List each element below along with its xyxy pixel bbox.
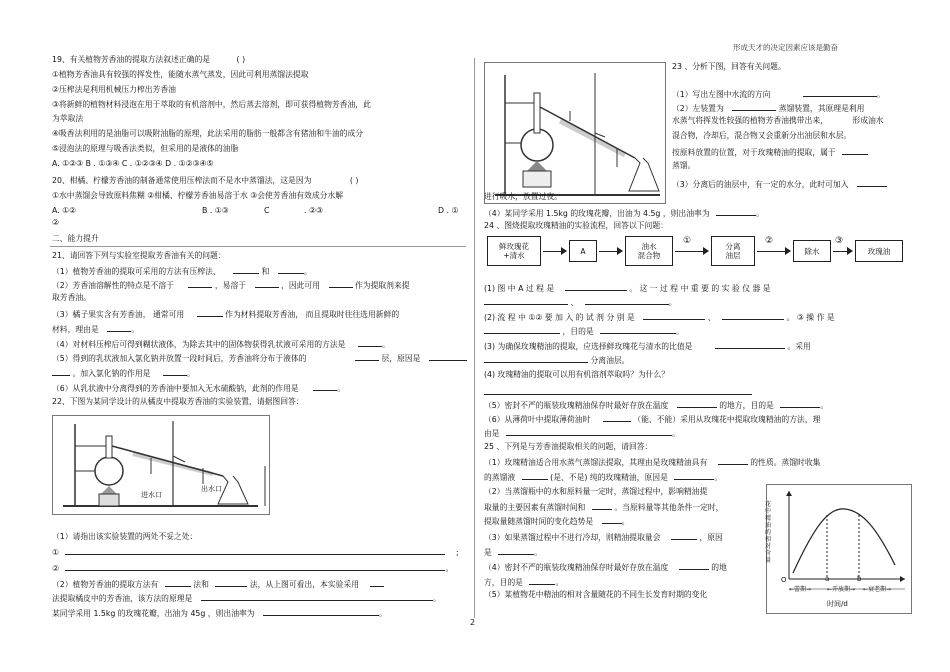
answer-line — [201, 592, 433, 601]
q21-p1b: 和 — [261, 267, 270, 276]
flow-arrow — [599, 251, 621, 252]
q24-p1: (1) 图 中 A 过 程 是 — [484, 284, 555, 293]
steam-distillation-figure — [484, 62, 666, 204]
section-title: 二、能力提升 — [52, 234, 99, 243]
q23-p2c: 水蒸气将挥发性较强的植物芳香油携带出来， — [672, 116, 828, 125]
answer-blank — [329, 279, 353, 288]
q25-p1d: (是、不是) 纯的玫瑰精油，原因是 — [550, 473, 668, 482]
q23-p2f: 按原料放置的位置，对于玫瑰精油的提取，属于 — [672, 148, 836, 157]
q24-p6c: 由是 — [484, 429, 500, 438]
oil-content-graph — [766, 484, 912, 614]
answer-blank — [716, 207, 756, 216]
flow-label-1: ① — [683, 236, 692, 246]
q22-p2c: 法，从上图可看出，本实验采用 — [249, 580, 360, 589]
graph-y-label: 花中精油的相对含量 — [765, 501, 772, 564]
answer-line — [65, 546, 445, 555]
answer-blank — [715, 340, 785, 349]
answer-blank — [370, 578, 384, 587]
q25-p2d: 提取量随蒸馏时间的变化趋势是 — [484, 517, 594, 526]
q24-p2b: 、 — [707, 313, 716, 322]
q25-p1c: 的蒸馏液 — [484, 473, 516, 482]
answer-blank — [278, 265, 304, 274]
q21-p3b: 作为材料提取芳香油， 而且提取时往往选用新鲜的 — [225, 310, 400, 319]
answer-blank — [522, 471, 548, 480]
q21-p5c: 。加入氯化钠的作用是 — [72, 369, 151, 378]
q24-p2: (2) 流 程 中 ①② 要 加 入 的 试 剂 分 别 是 — [484, 313, 635, 322]
q19-stem: 19、有关植物芳香油的提取方法叙述正确的是 — [52, 55, 211, 64]
q21-p2c: ，因此可用 — [281, 281, 321, 290]
graph-x-label: 时间/d — [827, 600, 848, 608]
q20-optD2: ② — [52, 218, 59, 227]
q20-optB: B . ①③ — [202, 206, 229, 215]
answer-blank — [484, 296, 568, 305]
answer-line — [65, 562, 445, 571]
answer-blank — [529, 576, 555, 585]
q25-p1b: 的性质。蒸馏时收集 — [750, 458, 821, 467]
answer-blank — [643, 311, 705, 320]
answer-blank — [165, 578, 191, 587]
q22-p2b: 法和 — [193, 580, 209, 589]
process-flowchart — [487, 234, 907, 269]
answer-blank — [842, 146, 868, 155]
q24-p4: (4) 玫瑰精油的提取可以用有机溶剂萃取吗？为什么？ — [484, 370, 670, 379]
answer-blank — [163, 367, 187, 376]
q20-optD: D . ① — [438, 206, 459, 215]
q25-p2b: 取量的主要因素有蒸馏时间和 — [484, 503, 586, 512]
q25-p3b: ，原因 — [699, 533, 723, 542]
q19-s3b: 为萃取法 — [52, 114, 84, 123]
q23-p1: （1）写出左图中水流的方向 — [672, 90, 771, 99]
q24-stem: 24 、图烧提取玫瑰精油的实验流程，回答以下问题： — [484, 221, 668, 230]
q23-p3b: 进行吸水，放置过夜。 — [484, 192, 562, 201]
q22-stem: 22、下图为某同学设计的从橘皮中提取芳香油的实验装置，请据图回答： — [52, 397, 304, 406]
q25-p3: （3）如果蒸馏过程中不进行冷却，则精油提取量会 — [484, 533, 661, 542]
q21-p2d: 作为提取剂来提 — [355, 281, 410, 290]
q20-optC2: . ②③ — [304, 206, 323, 215]
answer-blank — [585, 296, 669, 305]
graph-stage-bud: ←蕾期→ — [789, 586, 812, 593]
page-number: 2 — [470, 618, 476, 627]
q21-p4: （4）对材料压榨后可得到糊状液体，为除去其中的固体物获得乳状液可采用的方法是 — [52, 340, 346, 349]
q24-p3c: 分离油层。 — [590, 356, 630, 365]
answer-blank — [671, 531, 697, 540]
q19-options: A. ①②③ B . ①③④ C . ①②③④ D . ①②③④⑤ — [52, 159, 214, 168]
flow-arrow — [675, 251, 707, 252]
answer-blank — [722, 311, 784, 320]
graph-mark-a: a — [825, 575, 830, 583]
flow-arrow — [833, 251, 851, 252]
answer-blank — [679, 561, 709, 570]
q24-p2c: 。 ③ 操 作 是 — [786, 313, 835, 322]
answer-blank — [677, 399, 717, 408]
q24-p5b: 的地方，目的是 — [719, 401, 774, 410]
q20-optC: C — [264, 206, 270, 215]
q24-p6b: （能、不能）采用从玫瑰花中提取玫瑰精油的方法，理 — [633, 415, 821, 424]
answer-blank — [313, 382, 337, 391]
flow-arrow — [543, 251, 565, 252]
flow-label-2: ② — [765, 236, 774, 246]
q23-stem: 23 、分析下图，回答有关问题。 — [672, 62, 786, 71]
flow-step-rose-oil: 玫瑰油 — [855, 240, 903, 262]
q24-p1c: 、 — [570, 298, 579, 307]
answer-blank — [602, 515, 622, 524]
q22-p2d: 法提取橘皮中的芳香油，该方法的原理是 — [52, 594, 193, 603]
answer-blank — [718, 456, 748, 465]
q24-p5: （5）密封不严的瓶装玫瑰精油保存时最好存放在温度 — [484, 401, 669, 410]
answer-blank — [188, 279, 212, 288]
flow-label-3: ③ — [835, 236, 844, 246]
q21-p6: （6）从乳状液中分离得到的芳香油中要加入无水硫酸钠，此剂的作用是 — [52, 384, 299, 393]
answer-line — [484, 386, 752, 395]
outlet-label: 出水口 — [201, 485, 222, 493]
answer-blank — [484, 354, 588, 363]
q25-p5: （5）某植物花中精油的相对含量随花的不同生长发育时期的变化 — [484, 590, 708, 599]
answer-blank — [803, 88, 877, 97]
q23-p2e: 混合物，冷却后，混合物又会重新分出油层和水层。 — [672, 131, 852, 140]
q23-p3: （3）分离后的油层中，有一定的水分，此时可加入 — [672, 180, 849, 189]
flow-step-a: A — [569, 240, 597, 262]
q25-p4c: 方，目的是 — [484, 578, 523, 587]
q20-opts1: ①水中蒸馏会导致原料焦糊 ②柑橘、柠檬芳香油易溶于水 ③会使芳香油有效成分水解 — [52, 191, 344, 200]
q21-p2: （2）芳香油溶解性的特点是不溶于 — [52, 281, 174, 290]
q19-paren: ( ) — [236, 55, 246, 64]
answer-blank — [732, 102, 776, 111]
q24-p3b: 。采用 — [787, 342, 811, 351]
q22-p3: 某同学采用 1.5kg 的玫瑰花瓣，出油为 45g ，则出油率为 — [52, 609, 255, 618]
page-header: 形成天才的决定因素应该是勤奋 — [733, 43, 838, 52]
graph-stage-bloom: ←开放期→ — [827, 586, 856, 593]
answer-blank — [52, 367, 70, 376]
q23-p2g: 蒸馏。 — [672, 161, 696, 170]
answer-line — [263, 607, 379, 616]
q23-p2b: 蒸馏装置，其原理是利用 — [778, 104, 865, 113]
q21-p3: （3）橘子果实含有芳香油， 通常可用 — [52, 310, 185, 319]
answer-blank — [355, 352, 379, 361]
answer-line — [506, 427, 672, 436]
steam-apparatus-drawing — [485, 63, 665, 203]
flow-arrow — [757, 251, 789, 252]
flow-step-remove-water: 除水 — [793, 240, 831, 262]
q20-paren: ( ) — [349, 176, 359, 185]
answer-blank — [215, 578, 247, 587]
q22-mark2: ② — [52, 564, 59, 573]
distillation-apparatus-figure — [52, 415, 270, 515]
answer-blank — [255, 279, 279, 288]
answer-blank — [565, 282, 627, 291]
q23-p2d: 形成油水 — [852, 116, 884, 125]
q22-mark1: ① — [52, 548, 59, 557]
graph-mark-b: b — [857, 575, 862, 583]
q24-p6: （6）从薄荷叶中提取薄荷油时 — [484, 415, 591, 424]
answer-blank — [358, 338, 382, 347]
q21-p2b: ，易溶于 — [214, 281, 247, 290]
answer-blank — [592, 501, 612, 510]
answer-blank — [197, 308, 223, 317]
answer-blank — [603, 413, 631, 422]
answer-blank — [780, 399, 820, 408]
answer-blank — [600, 325, 676, 334]
flow-step-separate-oil: 分离 油层 — [711, 236, 755, 266]
q24-p3: (3) 为确保玫瑰精油的提取，应选择鲜玫瑰花与清水的比值是 — [484, 342, 693, 351]
q21-p3c: 材料，理由是 — [52, 325, 99, 334]
q21-p5: （5）得到的乳状液加入氯化钠并放置一段时间后，芳香油将分布于液体的 — [52, 354, 307, 363]
q19-s5: ⑤浸泡法的原理与吸香法类似，但采用的是液体的油脂 — [52, 144, 239, 153]
answer-blank — [484, 325, 560, 334]
answer-blank — [107, 323, 131, 332]
q21-p2e: 取芳香油。 — [52, 293, 91, 302]
q23-p2: （2）左装置为 — [672, 104, 724, 113]
answer-blank — [857, 178, 887, 187]
q19-s4: ④吸香法利用的是油脂可以吸附油脂的原理，此法采用的脂肪一般都含有猪油和牛油的成分 — [52, 129, 364, 138]
q25-p1: （1）玫瑰精油适合用水蒸气蒸馏法提取，其理由是玫瑰精油具有 — [484, 458, 708, 467]
section-divider — [50, 246, 466, 247]
q25-p3c: 是 — [484, 548, 492, 557]
q21-p1: （1）植物芳香油的提取可采用的方法有压榨法、 — [52, 267, 221, 276]
answer-blank — [233, 265, 259, 274]
answer-blank — [498, 546, 534, 555]
answer-blank — [674, 471, 714, 480]
flow-step-roses-water: 鲜玫瑰花 +清水 — [487, 236, 541, 266]
q22-p2: （2）植物芳香油的提取方法有 — [52, 580, 159, 589]
column-divider — [474, 58, 475, 618]
q24-p1b: 。 这 一 过 程 中 重 要 的 实 验 仪 器 是 — [629, 284, 771, 293]
q21-stem: 21、请回答下列与实验室提取芳香油有关的问题： — [52, 251, 226, 260]
q21-p5b: 层，原因是 — [381, 354, 421, 363]
q23-p4: （4）某同学采用 1.5kg 的玫瑰花瓣，出油为 4.5g ，则出油率为 — [484, 209, 710, 218]
q19-s1: ①植物芳香油具有较强的挥发性，能随水蒸气蒸发，因此可利用蒸馏法提取 — [52, 70, 309, 79]
graph-origin: O — [781, 576, 787, 584]
q19-s2: ②压榨法是利用机械压力榨出芳香油 — [52, 85, 176, 94]
q25-p2: （2）当蒸馏瓶中的水和原料量一定时，蒸馏过程中，影响精油提 — [484, 487, 708, 496]
q20-stem: 20、柑橘、柠檬芳香油的制备通常使用压榨法而不是水中蒸馏法，这是因为 — [52, 176, 312, 185]
q20-optA: A. ①② — [52, 206, 77, 215]
q25-stem: 25 、下列是与芳香油提取相关的问题，请回答： — [484, 442, 653, 451]
answer-blank — [429, 352, 467, 361]
q25-p2c: 。当原料量等其他条件一定时， — [614, 503, 724, 512]
flow-step-oil-water-mix: 油水 混合物 — [625, 236, 673, 266]
q25-p4b: 的地 — [711, 563, 727, 572]
inlet-label: 进水口 — [141, 491, 162, 499]
q24-p2d: ，目的是 — [562, 327, 594, 336]
graph-stage-senescence: ←衰老期→ — [863, 586, 892, 593]
q25-p4: （4）密封不严的瓶装玫瑰精油保存时最好存放在温度 — [484, 563, 669, 572]
q19-s3: ③将新鲜的植物材料浸泡在用于萃取的有机溶剂中，然后蒸去溶剂，即可获得植物芳香油，此 — [52, 100, 371, 109]
q22-p1: （1）请指出该实验装置的两处不妥之处： — [52, 532, 198, 541]
